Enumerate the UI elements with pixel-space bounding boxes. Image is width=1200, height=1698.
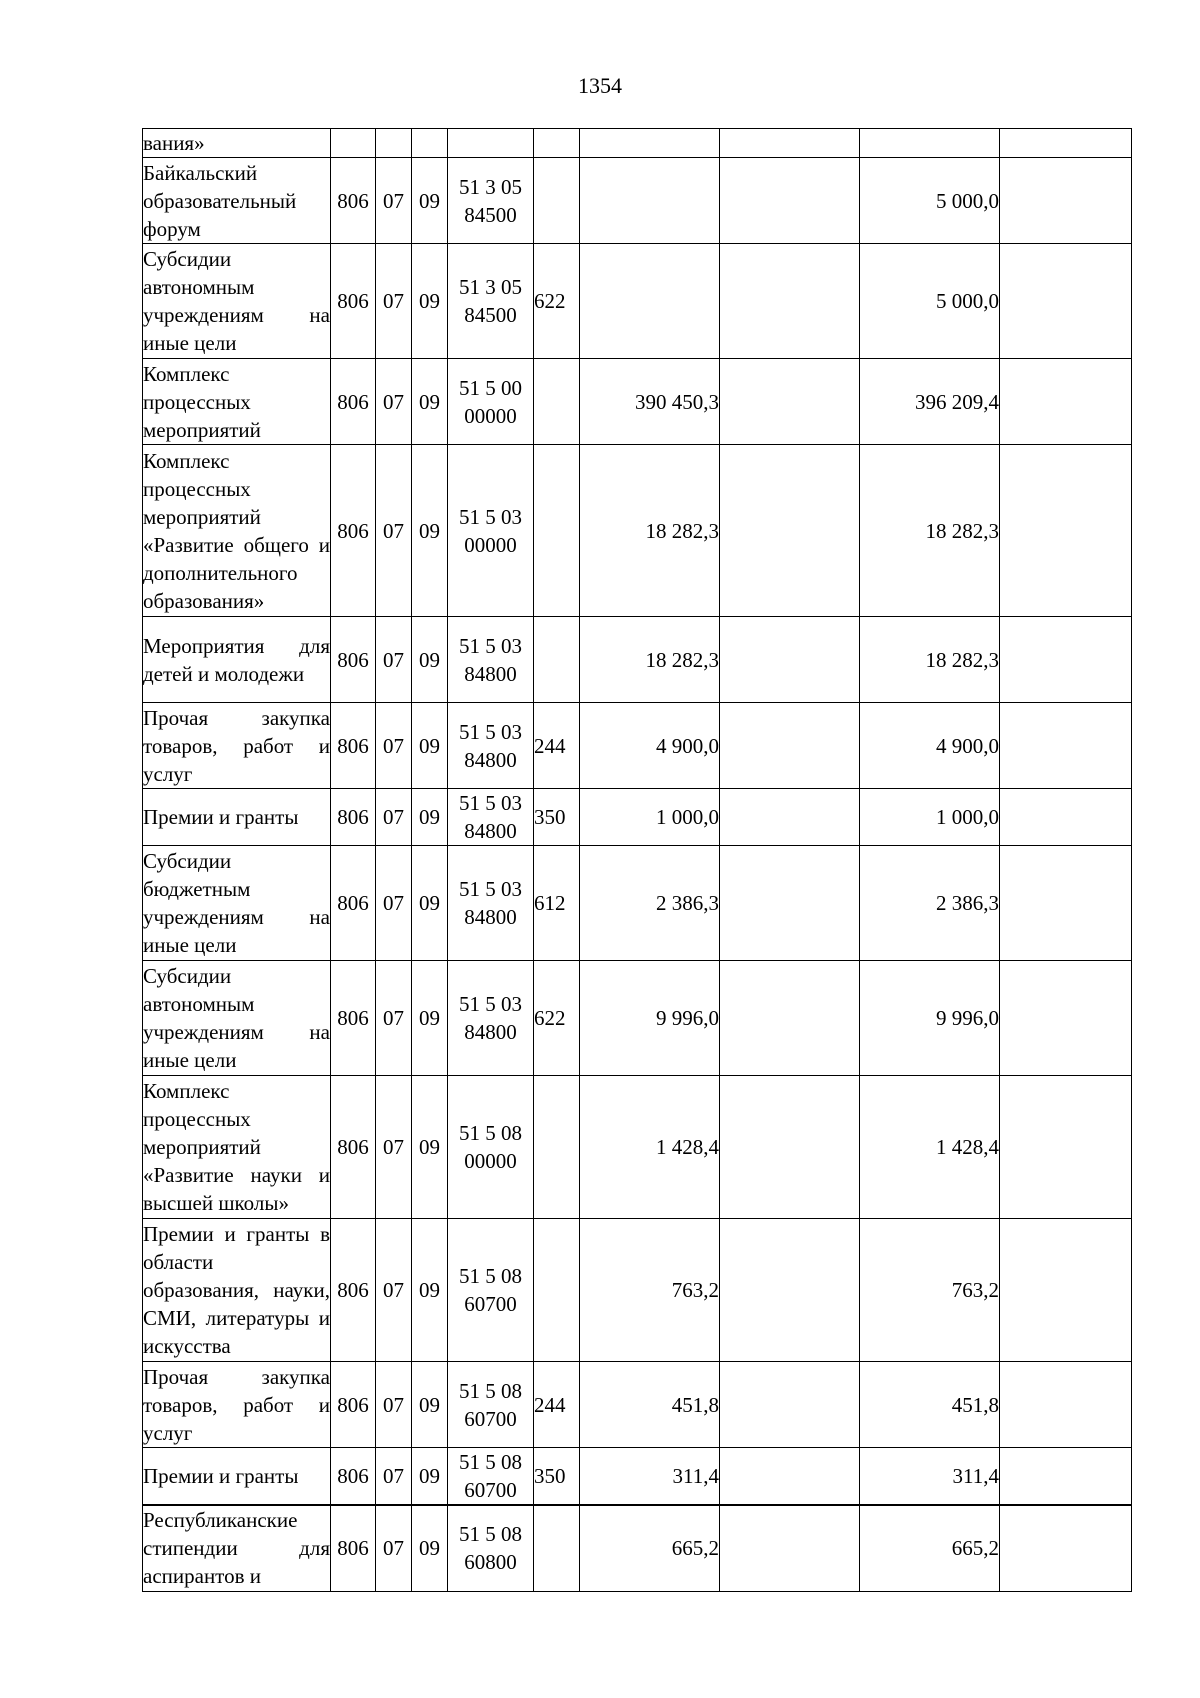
amount-col-1: 2 386,3 [580, 846, 720, 961]
subsection-code: 09 [412, 789, 448, 846]
expense-type-code: 622 [534, 961, 580, 1076]
expense-type-code: 350 [534, 789, 580, 846]
table-row [143, 961, 1132, 1076]
amount-col-4 [1000, 1362, 1132, 1448]
amount-col-4 [1000, 445, 1132, 617]
amount-col-3: 18 282,3 [860, 445, 1000, 617]
amount-col-4 [1000, 1448, 1132, 1506]
target-article-code: 51 3 05 84500 [448, 244, 534, 359]
amount-col-4 [1000, 1219, 1132, 1362]
amount-col-2 [720, 129, 860, 158]
row-name: Субсидии автономным учреждениям на иные цели [143, 244, 331, 359]
subsection-code: 09 [412, 1076, 448, 1219]
amount-col-2 [720, 1448, 860, 1506]
grbs-code: 806 [331, 961, 376, 1076]
amount-col-2 [720, 703, 860, 789]
amount-col-2 [720, 1505, 860, 1591]
amount-col-1 [580, 129, 720, 158]
section-code: 07 [376, 846, 412, 961]
target-article-code: 51 5 08 60700 [448, 1448, 534, 1506]
amount-col-2 [720, 617, 860, 703]
subsection-code: 09 [412, 961, 448, 1076]
row-name: Субсидии автономным учреждениям на иные цели [143, 961, 331, 1076]
amount-col-2 [720, 846, 860, 961]
section-code: 07 [376, 158, 412, 244]
amount-col-1: 4 900,0 [580, 703, 720, 789]
row-name: Премии и гранты [143, 789, 331, 846]
amount-col-1: 763,2 [580, 1219, 720, 1362]
section-code: 07 [376, 961, 412, 1076]
table-row [143, 244, 1132, 359]
row-name: Премии и гранты [143, 1448, 331, 1506]
section-code: 07 [376, 359, 412, 445]
target-article-code: 51 5 08 00000 [448, 1076, 534, 1219]
subsection-code: 09 [412, 158, 448, 244]
target-article-code: 51 5 08 60700 [448, 1219, 534, 1362]
amount-col-1: 665,2 [580, 1505, 720, 1591]
amount-col-2 [720, 244, 860, 359]
subsection-code: 09 [412, 1362, 448, 1448]
amount-col-4 [1000, 244, 1132, 359]
section-code: 07 [376, 617, 412, 703]
table-row [143, 617, 1132, 703]
grbs-code: 806 [331, 1219, 376, 1362]
amount-col-2 [720, 445, 860, 617]
amount-col-3: 18 282,3 [860, 617, 1000, 703]
section-code [376, 129, 412, 158]
row-name: Комплекс процессных мероприятий [143, 359, 331, 445]
grbs-code: 806 [331, 1076, 376, 1219]
amount-col-4 [1000, 617, 1132, 703]
target-article-code: 51 5 03 84800 [448, 961, 534, 1076]
amount-col-3: 665,2 [860, 1505, 1000, 1591]
amount-col-3: 396 209,4 [860, 359, 1000, 445]
amount-col-4 [1000, 789, 1132, 846]
grbs-code: 806 [331, 359, 376, 445]
section-code: 07 [376, 244, 412, 359]
table-row [143, 129, 1132, 158]
target-article-code: 51 5 03 84800 [448, 846, 534, 961]
amount-col-3: 451,8 [860, 1362, 1000, 1448]
row-name: Мероприятия для детей и молодежи [143, 617, 331, 703]
section-code: 07 [376, 1076, 412, 1219]
amount-col-4 [1000, 961, 1132, 1076]
amount-col-3: 1 428,4 [860, 1076, 1000, 1219]
amount-col-2 [720, 359, 860, 445]
grbs-code: 806 [331, 617, 376, 703]
expense-type-code [534, 1505, 580, 1591]
row-name: Байкальский образовательный форум [143, 158, 331, 244]
row-name: Прочая закупка товаров, работ и услуг [143, 703, 331, 789]
subsection-code: 09 [412, 703, 448, 789]
row-name: Республиканские стипендии для аспирантов и [143, 1505, 331, 1591]
row-name: Комплекс процессных мероприятий «Развитие науки и высшей школы» [143, 1076, 331, 1219]
amount-col-3: 5 000,0 [860, 158, 1000, 244]
section-code: 07 [376, 1505, 412, 1591]
amount-col-2 [720, 961, 860, 1076]
budget-table [142, 128, 1132, 1592]
subsection-code: 09 [412, 1219, 448, 1362]
amount-col-4 [1000, 846, 1132, 961]
target-article-code: 51 3 05 84500 [448, 158, 534, 244]
amount-col-4 [1000, 129, 1132, 158]
table-row [143, 1448, 1132, 1506]
amount-col-1: 311,4 [580, 1448, 720, 1506]
expense-type-code [534, 1076, 580, 1219]
amount-col-3: 5 000,0 [860, 244, 1000, 359]
section-code: 07 [376, 1448, 412, 1506]
row-name: Субсидии бюджетным учреждениям на иные цели [143, 846, 331, 961]
row-name: Комплекс процессных мероприятий «Развитие общего и дополнительного образования» [143, 445, 331, 617]
subsection-code: 09 [412, 846, 448, 961]
amount-col-3: 311,4 [860, 1448, 1000, 1506]
expense-type-code [534, 1219, 580, 1362]
amount-col-4 [1000, 1505, 1132, 1591]
amount-col-2 [720, 1076, 860, 1219]
expense-type-code: 244 [534, 1362, 580, 1448]
target-article-code: 51 5 03 84800 [448, 703, 534, 789]
amount-col-4 [1000, 359, 1132, 445]
amount-col-3: 4 900,0 [860, 703, 1000, 789]
amount-col-4 [1000, 1076, 1132, 1219]
table-row [143, 846, 1132, 961]
expense-type-code: 612 [534, 846, 580, 961]
grbs-code: 806 [331, 445, 376, 617]
section-code: 07 [376, 789, 412, 846]
amount-col-1: 18 282,3 [580, 445, 720, 617]
subsection-code: 09 [412, 445, 448, 617]
section-code: 07 [376, 1219, 412, 1362]
expense-type-code: 350 [534, 1448, 580, 1506]
section-code: 07 [376, 1362, 412, 1448]
amount-col-1: 451,8 [580, 1362, 720, 1448]
grbs-code: 806 [331, 158, 376, 244]
grbs-code [331, 129, 376, 158]
subsection-code [412, 129, 448, 158]
expense-type-code [534, 445, 580, 617]
grbs-code: 806 [331, 1448, 376, 1506]
table-row [143, 1219, 1132, 1362]
target-article-code: 51 5 08 60700 [448, 1362, 534, 1448]
amount-col-1 [580, 158, 720, 244]
subsection-code: 09 [412, 1448, 448, 1506]
amount-col-2 [720, 1219, 860, 1362]
grbs-code: 806 [331, 244, 376, 359]
target-article-code: 51 5 03 84800 [448, 789, 534, 846]
target-article-code [448, 129, 534, 158]
subsection-code: 09 [412, 244, 448, 359]
target-article-code: 51 5 00 00000 [448, 359, 534, 445]
table-row [143, 445, 1132, 617]
grbs-code: 806 [331, 703, 376, 789]
target-article-code: 51 5 08 60800 [448, 1505, 534, 1591]
amount-col-4 [1000, 703, 1132, 789]
amount-col-1: 390 450,3 [580, 359, 720, 445]
table-row [143, 1505, 1132, 1591]
expense-type-code: 244 [534, 703, 580, 789]
table-row [143, 1076, 1132, 1219]
subsection-code: 09 [412, 617, 448, 703]
grbs-code: 806 [331, 1505, 376, 1591]
table-row [143, 789, 1132, 846]
amount-col-2 [720, 1362, 860, 1448]
expense-type-code [534, 359, 580, 445]
amount-col-1 [580, 244, 720, 359]
table-row [143, 703, 1132, 789]
amount-col-3: 9 996,0 [860, 961, 1000, 1076]
subsection-code: 09 [412, 1505, 448, 1591]
expense-type-code [534, 617, 580, 703]
expense-type-code: 622 [534, 244, 580, 359]
amount-col-1: 1 428,4 [580, 1076, 720, 1219]
table-row [143, 1362, 1132, 1448]
expense-type-code [534, 158, 580, 244]
grbs-code: 806 [331, 1362, 376, 1448]
expense-type-code [534, 129, 580, 158]
target-article-code: 51 5 03 00000 [448, 445, 534, 617]
amount-col-3: 1 000,0 [860, 789, 1000, 846]
subsection-code: 09 [412, 359, 448, 445]
section-code: 07 [376, 445, 412, 617]
grbs-code: 806 [331, 846, 376, 961]
table-row [143, 158, 1132, 244]
section-code: 07 [376, 703, 412, 789]
grbs-code: 806 [331, 789, 376, 846]
amount-col-2 [720, 789, 860, 846]
amount-col-1: 9 996,0 [580, 961, 720, 1076]
table-row [143, 359, 1132, 445]
amount-col-2 [720, 158, 860, 244]
row-name: Премии и гранты в области образования, науки, СМИ, литературы и искусства [143, 1219, 331, 1362]
amount-col-3: 2 386,3 [860, 846, 1000, 961]
target-article-code: 51 5 03 84800 [448, 617, 534, 703]
amount-col-3: 763,2 [860, 1219, 1000, 1362]
amount-col-3 [860, 129, 1000, 158]
amount-col-1: 1 000,0 [580, 789, 720, 846]
row-name: вания» [143, 129, 331, 158]
page-number: 1354 [578, 73, 622, 98]
amount-col-1: 18 282,3 [580, 617, 720, 703]
row-name: Прочая закупка товаров, работ и услуг [143, 1362, 331, 1448]
amount-col-4 [1000, 158, 1132, 244]
